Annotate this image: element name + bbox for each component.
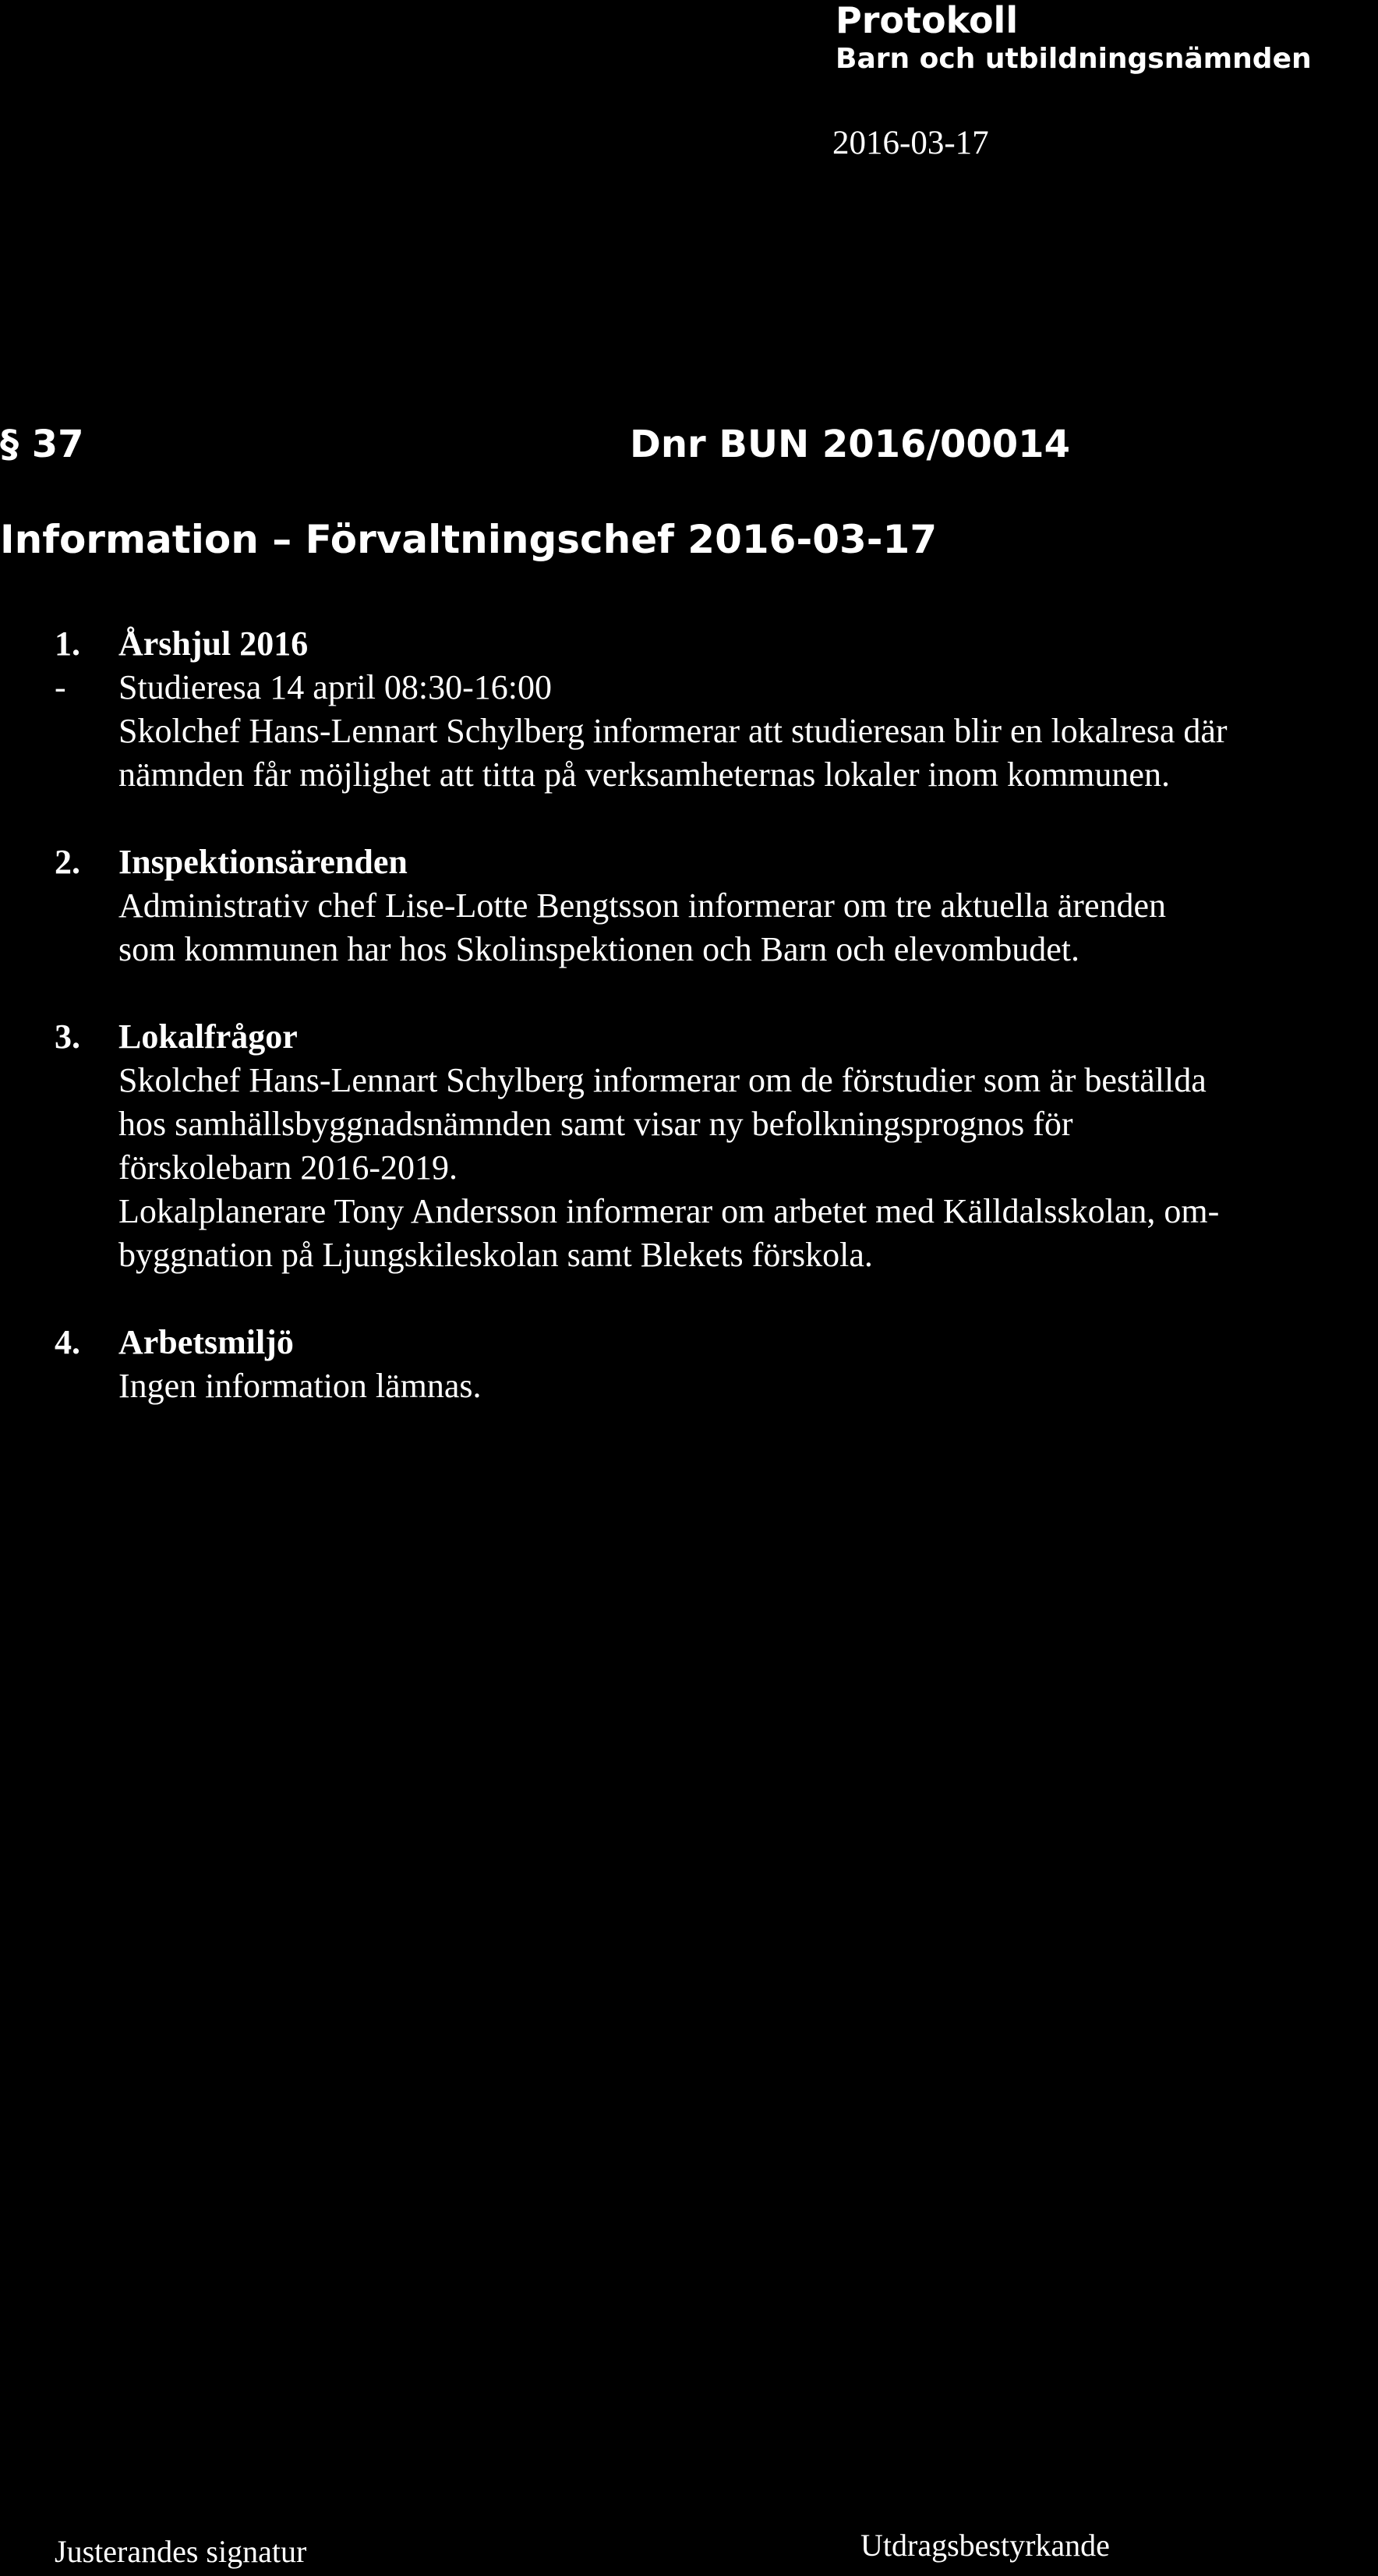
item-text-line: byggnation på Ljungskileskolan samt Blekets förskola. xyxy=(118,1236,873,1274)
item-number: 3. xyxy=(55,1017,80,1056)
item-number: 1. xyxy=(55,625,80,663)
item-title: Lokalfrågor xyxy=(118,1017,298,1056)
item-sub-bullet xyxy=(55,666,1372,709)
item-title: Arbetsmiljö xyxy=(118,1323,294,1361)
signature-label: Justerandes signatur xyxy=(55,2534,307,2569)
certification-label: Utdragsbestyrkande xyxy=(860,2528,1110,2563)
agenda-item-2 xyxy=(55,840,1372,971)
sub-bullet-text: Studieresa 14 april 08:30-16:00 xyxy=(118,668,553,706)
item-text-line: nämnden får möjlighet att titta på verksamheternas lokaler inom kommunen. xyxy=(118,755,1170,794)
item-text-line: som kommunen har hos Skolinspektionen och Barn och elevombudet. xyxy=(118,930,1080,968)
agenda-item-4 xyxy=(55,1321,1372,1408)
item-text-line: Skolchef Hans-Lennart Schylberg informerar att studieresan blir en lokalresa där xyxy=(118,712,1228,750)
item-text-line: Administrativ chef Lise-Lotte Bengtsson informerar om tre aktuella ärenden xyxy=(118,886,1166,925)
section-title: Information – Förvaltningschef 2016-03-17 xyxy=(0,517,938,562)
item-title: Årshjul 2016 xyxy=(118,625,309,663)
registration-number: Dnr BUN 2016/00014 xyxy=(630,423,1070,466)
paragraph-number: § 37 xyxy=(0,423,84,466)
agenda-list xyxy=(55,622,1372,1408)
agenda-item-1 xyxy=(55,622,1372,797)
item-text-line: förskolebarn 2016-2019. xyxy=(118,1148,458,1187)
item-text-line: Skolchef Hans-Lennart Schylberg informerar om de förstudier som är beställda xyxy=(118,1061,1207,1099)
document-type: Protokoll xyxy=(836,0,1019,41)
item-title: Inspektionsärenden xyxy=(118,843,408,881)
agenda-item-3 xyxy=(55,1015,1372,1277)
item-number: 2. xyxy=(55,843,80,881)
item-number: 4. xyxy=(55,1323,80,1361)
document-date: 2016-03-17 xyxy=(832,125,989,161)
item-text-line: hos samhällsbyggnadsnämnden samt visar ny befolkningsprognos för xyxy=(118,1105,1073,1143)
item-text-line: Ingen information lämnas. xyxy=(118,1367,482,1405)
item-text-line: Lokalplanerare Tony Andersson informerar om arbetet med Källdalsskolan, om- xyxy=(118,1192,1220,1230)
committee-name: Barn och utbildningsnämnden xyxy=(836,43,1312,75)
dash-marker: - xyxy=(55,668,66,706)
